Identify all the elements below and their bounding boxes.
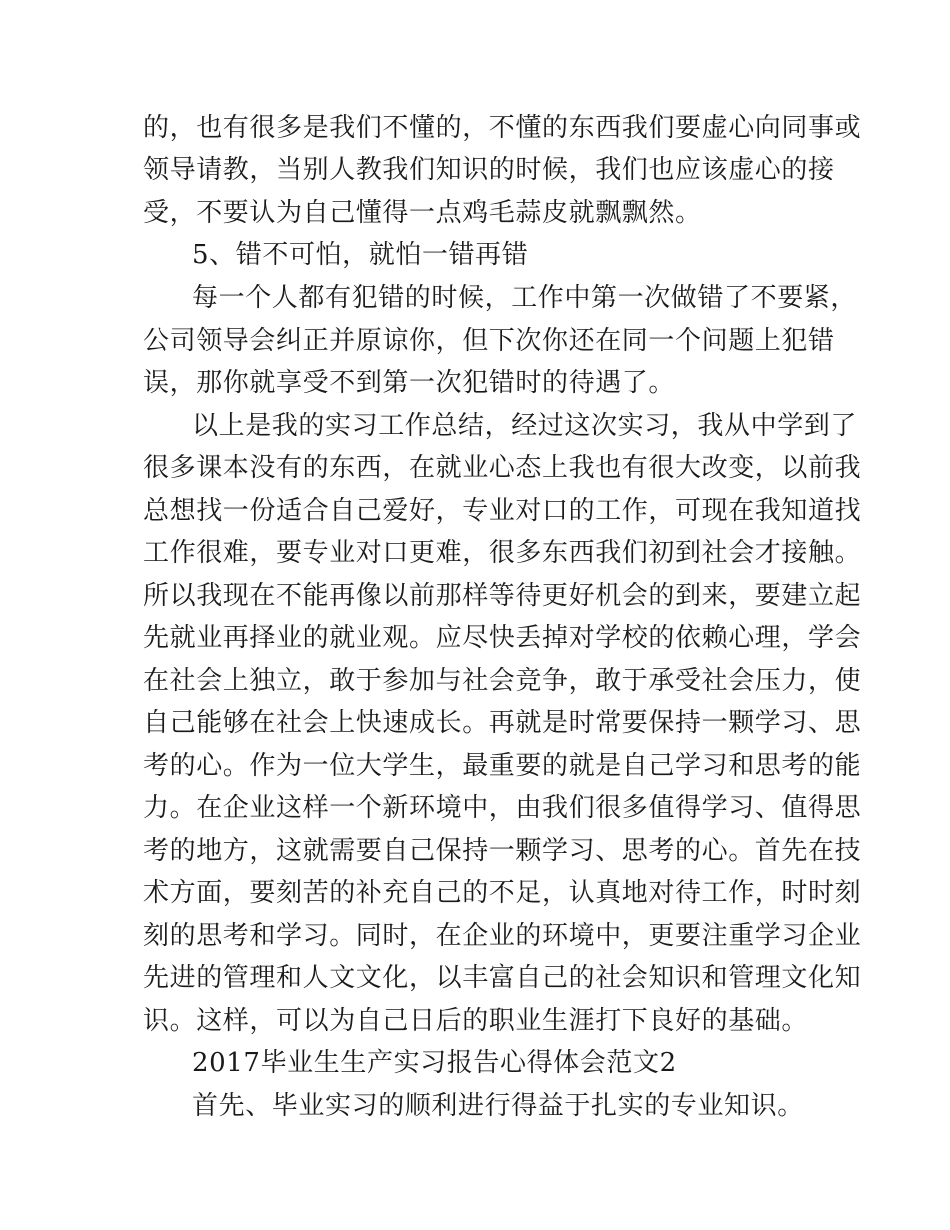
text-line: 领导请教，当别人教我们知识的时候，我们也应该虚心的接	[143, 155, 835, 185]
section-heading: 2017毕业生生产实习报告心得体会范文2	[192, 1048, 677, 1078]
text-line: 的，也有很多是我们不懂的，不懂的东西我们要虚心向同事或	[143, 113, 862, 143]
text-line: 在社会上独立，敢于参加与社会竞争，敢于承受社会压力，使	[143, 666, 862, 696]
text-line: 总想找一份适合自己爱好，专业对口的工作，可现在我知道找	[143, 496, 862, 526]
text-line: 每一个人都有犯错的时候，工作中第一次做错了不要紧，	[192, 283, 858, 313]
text-line: 很多课本没有的东西，在就业心态上我也有很大改变，以前我	[143, 453, 862, 483]
text-line: 公司领导会纠正并原谅你，但下次你还在同一个问题上犯错	[143, 326, 835, 356]
text-line: 以上是我的实习工作总结，经过这次实习，我从中学到了	[192, 411, 858, 441]
text-line: 考的地方，这就需要自己保持一颗学习、思考的心。首先在技	[143, 836, 862, 866]
text-line: 力。在企业这样一个新环境中，由我们很多值得学习、值得思	[143, 793, 862, 823]
text-line: 受，不要认为自己懂得一点鸡毛蒜皮就飘飘然。	[143, 198, 702, 228]
text-line: 术方面，要刻苦的补充自己的不足，认真地对待工作，时时刻	[143, 878, 862, 908]
section-heading: 5、错不可怕，就怕一错再错	[192, 240, 529, 270]
text-line: 工作很难，要专业对口更难，很多东西我们初到社会才接触。	[143, 538, 862, 568]
text-line: 先进的管理和人文文化，以丰富自己的社会知识和管理文化知	[143, 963, 862, 993]
text-line: 先就业再择业的就业观。应尽快丢掉对学校的依赖心理，学会	[143, 623, 862, 653]
text-line: 误，那你就享受不到第一次犯错时的待遇了。	[143, 368, 676, 398]
text-line: 刻的思考和学习。同时，在企业的环境中，更要注重学习企业	[143, 921, 862, 951]
text-line: 所以我现在不能再像以前那样等待更好机会的到来，要建立起	[143, 581, 862, 611]
text-line: 首先、毕业实习的顺利进行得益于扎实的专业知识。	[192, 1091, 804, 1121]
text-line: 自己能够在社会上快速成长。再就是时常要保持一颗学习、思	[143, 708, 862, 738]
text-line: 识。这样，可以为自己日后的职业生涯打下良好的基础。	[143, 1006, 809, 1036]
text-line: 考的心。作为一位大学生，最重要的就是自己学习和思考的能	[143, 751, 862, 781]
